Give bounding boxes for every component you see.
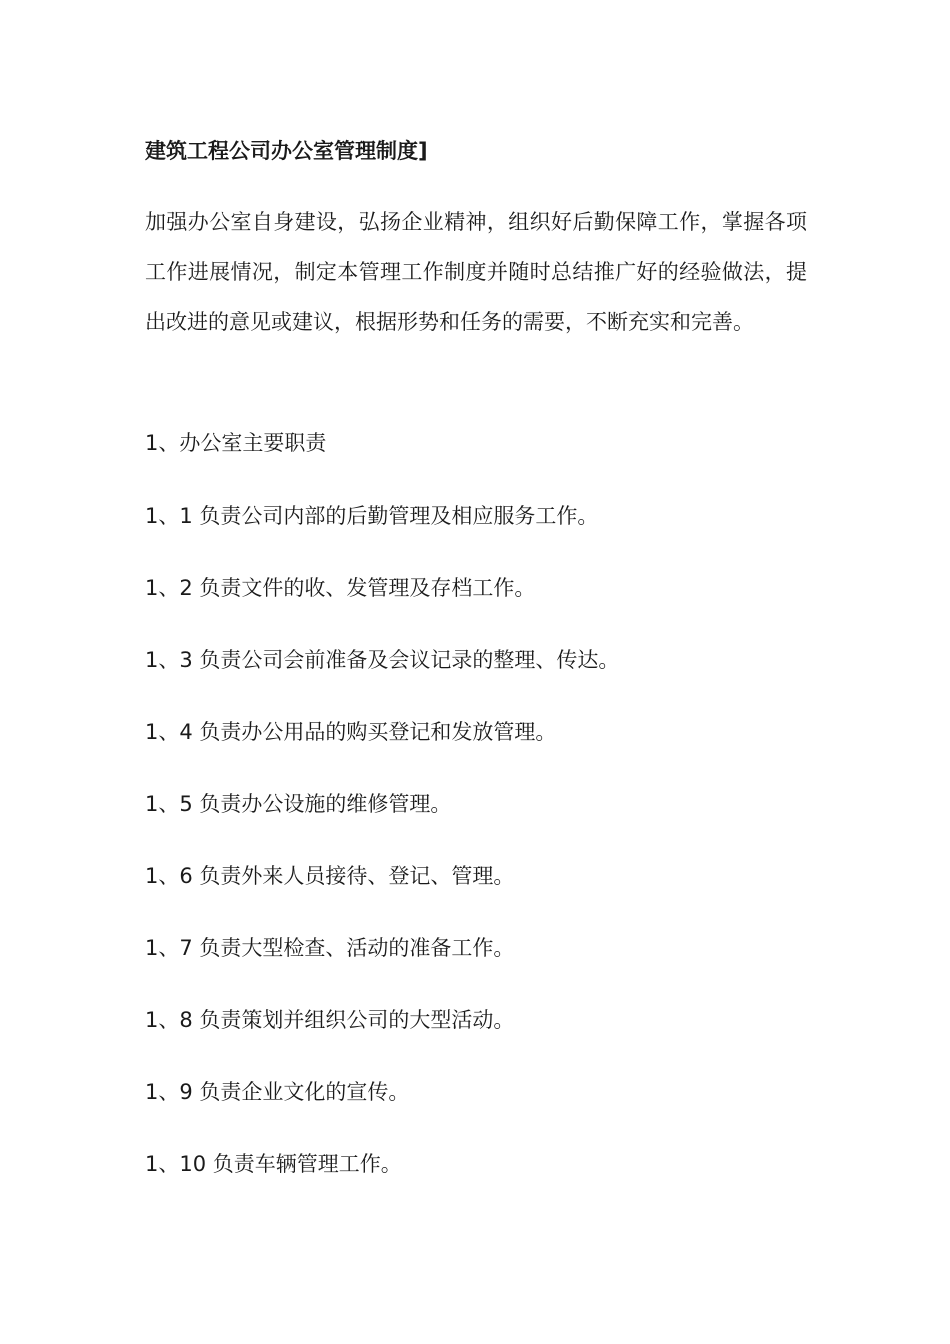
list-item: 1、10 负责车辆管理工作。: [145, 1152, 402, 1176]
list-item: 1、5 负责办公设施的维修管理。: [145, 792, 452, 816]
list-item: 1、4 负责办公用品的购买登记和发放管理。: [145, 720, 557, 744]
section-heading: 1、办公室主要职责: [145, 431, 327, 455]
list-item: 1、2 负责文件的收、发管理及存档工作。: [145, 576, 536, 600]
list-item: 1、8 负责策划并组织公司的大型活动。: [145, 1008, 515, 1032]
list-item: 1、1 负责公司内部的后勤管理及相应服务工作。: [145, 504, 599, 528]
list-item: 1、7 负责大型检查、活动的准备工作。: [145, 936, 515, 960]
list-item: 1、3 负责公司会前准备及会议记录的整理、传达。: [145, 648, 620, 672]
list-item: 1、6 负责外来人员接待、登记、管理。: [145, 864, 515, 888]
list-item: 1、9 负责企业文化的宣传。: [145, 1080, 410, 1104]
document-title: 建筑工程公司办公室管理制度]: [145, 139, 428, 163]
intro-paragraph: 加强办公室自身建设，弘扬企业精神，组织好后勤保障工作，掌握各项工作进展情况，制定本管理工作制度并随时总结推广好的经验做法，提出改进的意见或建议，根据形势和任务的需要，不断充实和完善。: [145, 210, 807, 334]
